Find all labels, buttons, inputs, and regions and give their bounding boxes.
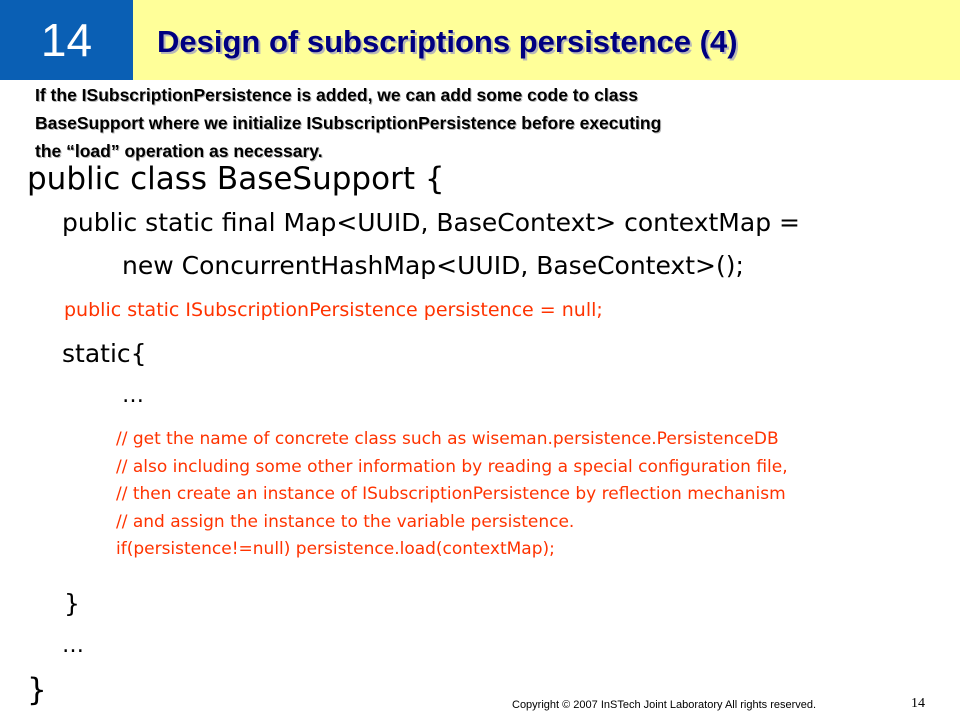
comment-line: // then create an instance of ISubscriptionPersistence by reflection mechanism [116, 484, 786, 504]
static-block-close: } [64, 589, 80, 618]
map-declaration-line2: new ConcurrentHashMap<UUID, BaseContext>(); [122, 251, 744, 280]
intro-line: the “load” operation as necessary. [35, 141, 323, 161]
copyright-text: Copyright © 2007 InSTech Joint Laboratory All rights reserved. [512, 699, 817, 711]
intro-line: If the ISubscriptionPersistence is added, we can add some code to class [35, 85, 638, 105]
slide-number-box [0, 0, 133, 80]
map-declaration-line1: public static final Map<UUID, BaseContext> contextMap = [62, 208, 800, 237]
persistence-field: public static ISubscriptionPersistence persistence = null; [64, 299, 603, 321]
intro-text [35, 81, 935, 165]
class-declaration: public class BaseSupport { [27, 161, 445, 197]
load-call-line: if(persistence!=null) persistence.load(contextMap); [116, 539, 555, 559]
slide-title: Design of subscriptions persistence (4) [157, 24, 738, 59]
class-close-brace: } [27, 672, 47, 708]
intro-line: BaseSupport where we initialize ISubscriptionPersistence before executing [35, 113, 662, 133]
comment-line: // get the name of concrete class such as wiseman.persistence.PersistenceDB [116, 429, 779, 449]
comment-line: // and assign the instance to the variable persistence. [116, 511, 575, 532]
comment-block [116, 426, 788, 564]
inner-ellipsis: … [122, 383, 144, 408]
static-block-open: static{ [62, 339, 147, 368]
slide-number: 14 [40, 14, 93, 66]
comment-line: // also including some other information by reading a special configuration file, [116, 456, 788, 477]
outer-ellipsis: … [62, 633, 84, 658]
footer-page-number: 14 [911, 696, 925, 711]
